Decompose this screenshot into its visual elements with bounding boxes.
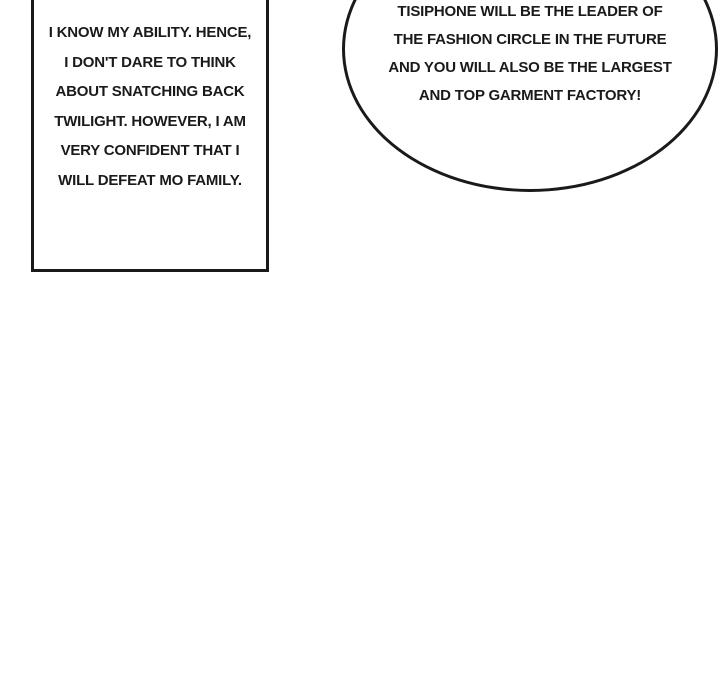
speech-box-line: I DON'T DARE TO THINK [64,53,236,71]
speech-bubble-line: THE FASHION CIRCLE IN THE FUTURE [393,31,667,48]
speech-bubble-line: AND TOP GARMENT FACTORY! [418,87,642,104]
speech-box-text [34,18,266,195]
speech-bubble [342,0,718,192]
speech-box [31,0,269,272]
speech-box-line: I KNOW MY ABILITY. HENCE, [48,24,252,41]
speech-box-line: TWILIGHT. HOWEVER, I AM [54,112,246,130]
speech-bubble-line: AND YOU WILL ALSO BE THE LARGEST [388,59,672,76]
speech-bubble-text [345,0,715,110]
speech-box-line: ABOUT SNATCHING BACK [55,83,245,100]
speech-box-line: VERY CONFIDENT THAT I [60,142,240,159]
speech-bubble-line: TISIPHONE WILL BE THE LEADER OF [397,3,663,20]
speech-box-line: WILL DEFEAT MO FAMILY. [58,171,242,189]
